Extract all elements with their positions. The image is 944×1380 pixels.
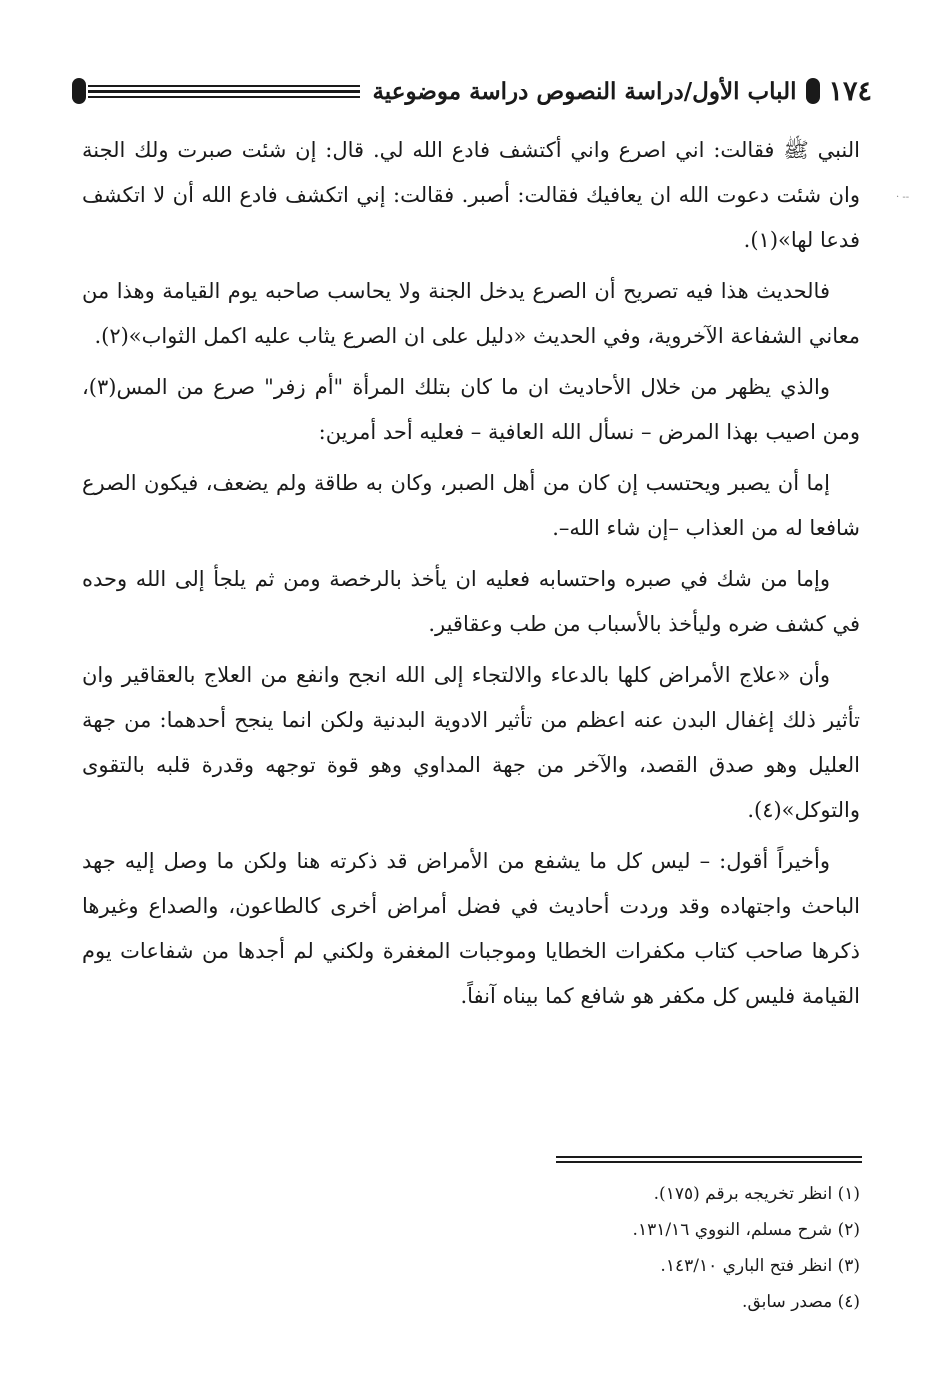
paragraph: والذي يظهر من خلال الأحاديث ان ما كان بتلك المرأة "أم زفر" صرع من المس(٣)، ومن اصيب بهذا المرض – نسأل الله العافية – فعليه أحد أمرين: [82,375,860,444]
footnote-separator [556,1156,862,1164]
footnote: (٢) شرح مسلم، النووي ١٣١/١٦. [632,1220,860,1240]
paragraph: إما أن يصبر ويحتسب إن كان من أهل الصبر، وكان به طاقة ولم يضعف، فيكون الصرع شافعا له من العذاب –إن شاء الله–. [82,471,860,540]
footnote: (٣) انظر فتح الباري ١٤٣/١٠. [660,1256,860,1276]
ornament-knob [72,78,86,104]
footnote: (١) انظر تخريجه برقم (١٧٥). [653,1184,860,1204]
footnotes [440,1176,860,1320]
margin-mark: -- · [896,192,910,203]
paragraph: وأخيراً أقول: – ليس كل ما يشفع من الأمراض قد ذكرته هنا ولكن ما وصل إليه جهد الباحث واجتهاده وقد وردت أحاديث في فضل أمراض أخرى كالطاعون، والصداع وغيرها ذكرها صاحب كتاب مكفرات الخطايا وموجبات المغفرة ولكني لم أجدها من شفاعات يوم القيامة فليس كل مكفر هو شافع كما بيناه آنفاً. [82,849,860,1008]
footnote: (٤) مصدر سابق. [742,1292,860,1312]
paragraph: فالحديث هذا فيه تصريح أن الصرع يدخل الجنة ولا يحاسب صاحبه يوم القيامة وهذا من معاني الشفاعة الآخروية، وفي الحديث «دليل على ان الصرع يثاب عليه اكمل الثواب»(٢). [82,279,860,348]
header-ornament-left [72,78,362,104]
header-ornament-right [806,78,820,104]
ornament-knob [806,78,820,104]
paragraph: وإما من شك في صبره واحتسابه فعليه ان يأخذ بالرخصة ومن ثم يلجأ إلى الله وحده في كشف ضره وليأخذ بالأسباب من طب وعقاقير. [82,567,860,636]
running-header [72,66,872,116]
main-text [82,128,860,1025]
ornament-rule [88,85,360,98]
page-number: ١٧٤ [828,75,872,107]
paragraph: النبي ﷺ فقالت: اني اصرع واني أكتشف فادع الله لي. قال: إن شئت صبرت ولك الجنة وان شئت دعوت الله ان يعافيك فقالت: أصبر. فقالت: إني اتكشف فادع الله أن لا اتكشف فدعا لها»(١). [82,138,860,252]
chapter-title: الباب الأول/دراسة النصوص دراسة موضوعية [372,77,797,105]
paragraph: وأن «علاج الأمراض كلها بالدعاء والالتجاء إلى الله انجح وانفع من العلاج بالعقاقير وان تأثير ذلك إغفال البدن عنه اعظم من تأثير الادوية البدنية ولكن انما ينجح أحدهما: من جهة العليل وهو صدق القصد، والآخر من جهة المداوي وهو قوة توجهه وقدرة قلبه بالتقوى والتوكل»(٤). [82,663,860,822]
